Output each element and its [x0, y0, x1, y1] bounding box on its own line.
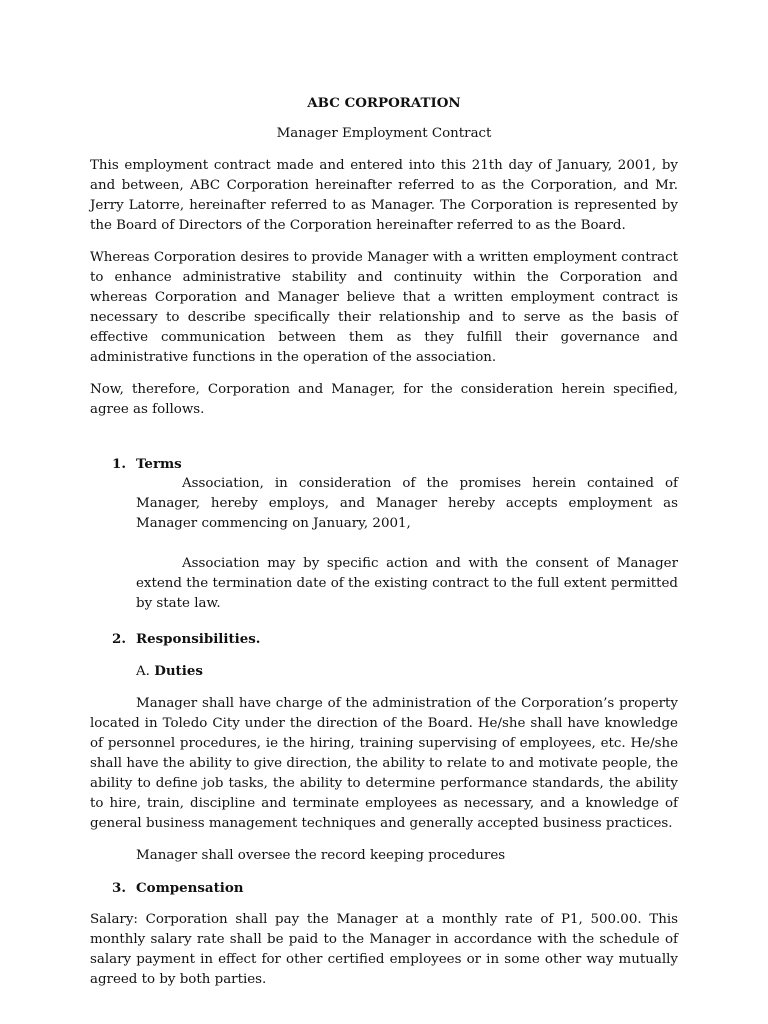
subsection-heading — [136, 661, 678, 682]
section-paragraph: Manager shall have charge of the administration of the Corporation’s property located in Toledo City under the direction of the Board. He/she shall have knowledge of personnel procedures, ie the hiring, training supervising of employees, etc. He/she shall have the ability to give direction, the ability to relate to and motivate people, the ability to define job tasks, the ability to determine performance standards, the ability to hire, train, discipline and terminate employees as necessary, and a knowledge of general business management techniques and generally accepted business practices. — [90, 696, 678, 831]
section-title: Responsibilities. — [136, 631, 261, 647]
section-number: 1. — [112, 456, 126, 472]
section-paragraph: Manager shall oversee the record keeping procedures — [136, 848, 506, 863]
section-paragraph: Salary: Corporation shall pay the Manager at a monthly rate of P1, 500.00. This monthly salary rate shall be paid to the Manager in accordance with the schedule of salary payment in effect for other certified employees or in some other way mutually agreed to by both parties. — [90, 912, 678, 987]
section-heading — [90, 454, 678, 474]
section-terms — [90, 454, 678, 614]
subsection-title: Duties — [154, 663, 203, 679]
section-title: Compensation — [136, 880, 244, 896]
section-heading — [90, 629, 678, 649]
section-responsibilities — [90, 629, 678, 866]
section-paragraph: Association, in consideration of the promises herein contained of Manager, hereby employs, and Manager hereby accepts employment as Manager commencing on January, 2001, — [136, 476, 678, 531]
subsection-letter: A. — [136, 664, 150, 679]
intro-paragraph-1: This employment contract made and entered into this 21th day of January, 2001, by and between, ABC Corporation hereinafter referred to as the Corporation, and Mr. Jerry Latorre, hereinafter referred to as Manager. The Corporation is represented by the Board of Directors of the Corporation hereinafter referred to as the Board. — [90, 158, 678, 233]
section-paragraph: Association may by specific action and with the consent of Manager extend the termination date of the existing contract to the full extent permitted by state law. — [136, 556, 678, 611]
intro-paragraph-3: Now, therefore, Corporation and Manager, for the consideration herein specified, agree as follows. — [90, 382, 678, 417]
section-number: 2. — [112, 631, 126, 647]
section-compensation — [90, 878, 678, 990]
section-title: Terms — [136, 456, 182, 472]
document-page — [90, 93, 678, 990]
company-name: ABC CORPORATION — [307, 95, 461, 111]
intro-paragraph-2: Whereas Corporation desires to provide Manager with a written employment contract to enhance administrative stability and continuity within the Corporation and whereas Corporation and Manager believe that a written employment contract is necessary to describe specifically their relationship and to serve as the basis of effective communication between them as they fulfill their governance and administrative functions in the operation of the association. — [90, 250, 678, 365]
document-title: Manager Employment Contract — [276, 126, 492, 141]
section-heading — [90, 878, 678, 898]
section-number: 3. — [112, 880, 126, 896]
